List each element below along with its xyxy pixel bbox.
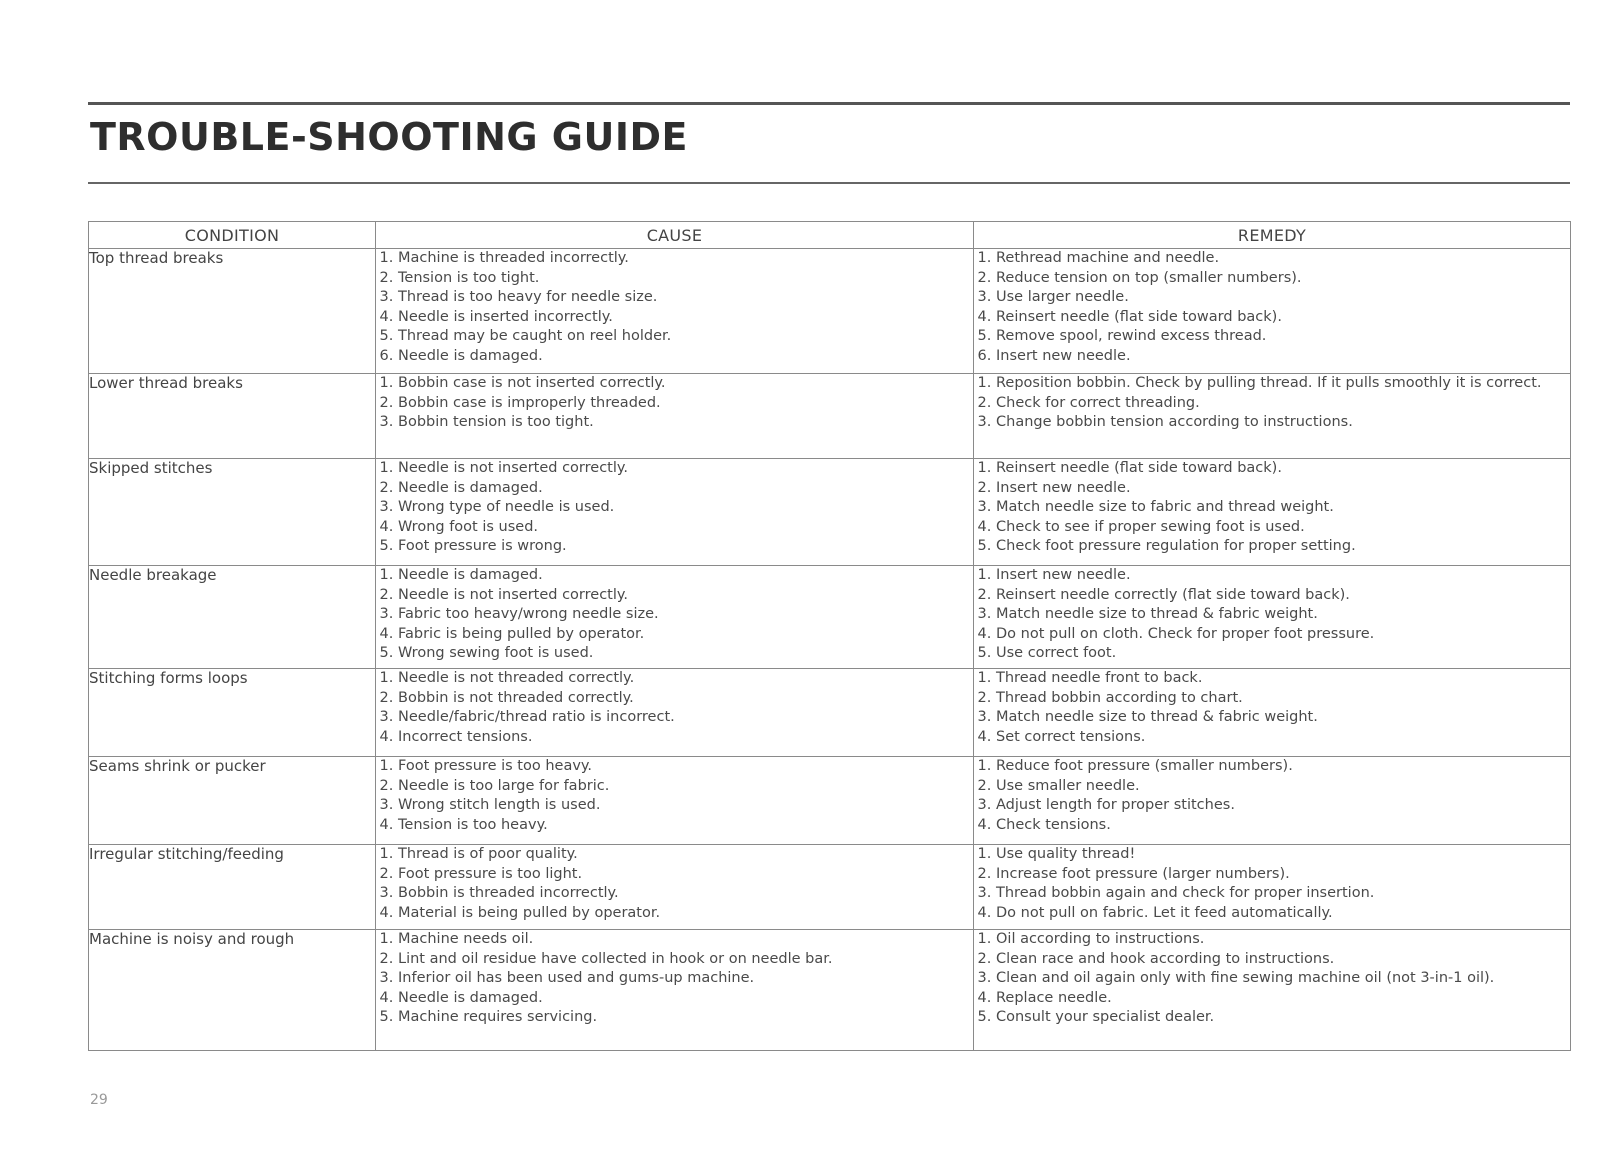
remedy-item: 3. Thread bobbin again and check for proper insertion.	[996, 884, 1570, 904]
cause-header: CAUSE	[376, 222, 974, 249]
remedy-cell	[974, 249, 1571, 374]
remedy-item: 1. Reinsert needle (flat side toward back).	[996, 459, 1570, 479]
condition-cell: Needle breakage	[89, 566, 376, 669]
remedy-list	[974, 566, 1570, 664]
cause-item: 4. Fabric is being pulled by operator.	[398, 625, 973, 645]
cause-item: 2. Needle is not inserted correctly.	[398, 586, 973, 606]
cause-list	[376, 566, 973, 664]
remedy-item: 2. Check for correct threading.	[996, 394, 1570, 414]
cause-item: 2. Lint and oil residue have collected in hook or on needle bar.	[398, 950, 973, 970]
cause-cell	[376, 459, 974, 566]
remedy-item: 3. Match needle size to thread & fabric weight.	[996, 605, 1570, 625]
remedy-item: 2. Reduce tension on top (smaller numbers).	[996, 269, 1570, 289]
remedy-item: 5. Consult your specialist dealer.	[996, 1008, 1570, 1028]
cause-item: 2. Tension is too tight.	[398, 269, 973, 289]
cause-item: 3. Inferior oil has been used and gums-up machine.	[398, 969, 973, 989]
remedy-item: 4. Check tensions.	[996, 816, 1570, 836]
cause-list	[376, 845, 973, 923]
table-row	[89, 374, 1571, 459]
cause-cell	[376, 757, 974, 845]
remedy-list	[974, 374, 1570, 433]
remedy-item: 2. Insert new needle.	[996, 479, 1570, 499]
condition-cell: Lower thread breaks	[89, 374, 376, 459]
condition-cell: Stitching forms loops	[89, 669, 376, 757]
page-number: 29	[90, 1092, 108, 1108]
remedy-cell	[974, 566, 1571, 669]
condition-cell: Skipped stitches	[89, 459, 376, 566]
remedy-item: 4. Set correct tensions.	[996, 728, 1570, 748]
remedy-item: 5. Use correct foot.	[996, 644, 1570, 664]
remedy-item: 5. Check foot pressure regulation for proper setting.	[996, 537, 1570, 557]
cause-item: 2. Bobbin case is improperly threaded.	[398, 394, 973, 414]
cause-item: 4. Wrong foot is used.	[398, 518, 973, 538]
remedy-item: 2. Thread bobbin according to chart.	[996, 689, 1570, 709]
cause-item: 6. Needle is damaged.	[398, 347, 973, 367]
cause-item: 3. Wrong stitch length is used.	[398, 796, 973, 816]
remedy-item: 1. Oil according to instructions.	[996, 930, 1570, 950]
remedy-list	[974, 930, 1570, 1028]
cause-item: 3. Bobbin tension is too tight.	[398, 413, 973, 433]
cause-list	[376, 459, 973, 557]
remedy-item: 2. Clean race and hook according to instructions.	[996, 950, 1570, 970]
remedy-list	[974, 669, 1570, 747]
cause-item: 4. Material is being pulled by operator.	[398, 904, 973, 924]
trouble-shooting-table	[88, 221, 1571, 1051]
cause-item: 1. Machine needs oil.	[398, 930, 973, 950]
cause-item: 3. Bobbin is threaded incorrectly.	[398, 884, 973, 904]
cause-cell	[376, 249, 974, 374]
remedy-item: 5. Remove spool, rewind excess thread.	[996, 327, 1570, 347]
cause-item: 5. Machine requires servicing.	[398, 1008, 973, 1028]
cause-item: 1. Needle is damaged.	[398, 566, 973, 586]
cause-item: 2. Foot pressure is too light.	[398, 865, 973, 885]
table-row	[89, 845, 1571, 930]
table-row	[89, 757, 1571, 845]
cause-list	[376, 374, 973, 433]
remedy-list	[974, 757, 1570, 835]
table-row	[89, 930, 1571, 1051]
cause-item: 2. Needle is damaged.	[398, 479, 973, 499]
remedy-item: 3. Change bobbin tension according to instructions.	[996, 413, 1570, 433]
remedy-item: 1. Thread needle front to back.	[996, 669, 1570, 689]
cause-item: 4. Needle is inserted incorrectly.	[398, 308, 973, 328]
cause-item: 1. Needle is not inserted correctly.	[398, 459, 973, 479]
cause-item: 1. Machine is threaded incorrectly.	[398, 249, 973, 269]
remedy-item: 3. Clean and oil again only with fine sewing machine oil (not 3-in-1 oil).	[996, 969, 1570, 989]
remedy-list	[974, 249, 1570, 367]
cause-item: 5. Thread may be caught on reel holder.	[398, 327, 973, 347]
cause-list	[376, 757, 973, 835]
remedy-item: 4. Replace needle.	[996, 989, 1570, 1009]
remedy-cell	[974, 757, 1571, 845]
remedy-header: REMEDY	[974, 222, 1571, 249]
cause-cell	[376, 566, 974, 669]
cause-list	[376, 669, 973, 747]
cause-item: 3. Fabric too heavy/wrong needle size.	[398, 605, 973, 625]
remedy-cell	[974, 930, 1571, 1051]
remedy-item: 4. Do not pull on fabric. Let it feed automatically.	[996, 904, 1570, 924]
cause-item: 2. Bobbin is not threaded correctly.	[398, 689, 973, 709]
remedy-item: 6. Insert new needle.	[996, 347, 1570, 367]
remedy-item: 2. Use smaller needle.	[996, 777, 1570, 797]
remedy-list	[974, 459, 1570, 557]
condition-cell: Top thread breaks	[89, 249, 376, 374]
cause-item: 5. Wrong sewing foot is used.	[398, 644, 973, 664]
table-row	[89, 566, 1571, 669]
remedy-item: 3. Match needle size to fabric and thread weight.	[996, 498, 1570, 518]
cause-item: 3. Needle/fabric/thread ratio is incorrect.	[398, 708, 973, 728]
cause-item: 4. Incorrect tensions.	[398, 728, 973, 748]
condition-cell: Seams shrink or pucker	[89, 757, 376, 845]
table-header-row	[89, 222, 1571, 249]
cause-cell	[376, 374, 974, 459]
table-row	[89, 249, 1571, 374]
remedy-item: 2. Reinsert needle correctly (flat side toward back).	[996, 586, 1570, 606]
cause-item: 4. Tension is too heavy.	[398, 816, 973, 836]
remedy-item: 4. Check to see if proper sewing foot is used.	[996, 518, 1570, 538]
remedy-cell	[974, 669, 1571, 757]
cause-cell	[376, 669, 974, 757]
cause-item: 5. Foot pressure is wrong.	[398, 537, 973, 557]
remedy-item: 1. Rethread machine and needle.	[996, 249, 1570, 269]
remedy-cell	[974, 374, 1571, 459]
cause-item: 3. Wrong type of needle is used.	[398, 498, 973, 518]
remedy-item: 4. Do not pull on cloth. Check for proper foot pressure.	[996, 625, 1570, 645]
cause-item: 1. Foot pressure is too heavy.	[398, 757, 973, 777]
remedy-item: 1. Reduce foot pressure (smaller numbers).	[996, 757, 1570, 777]
cause-item: 1. Bobbin case is not inserted correctly.	[398, 374, 973, 394]
remedy-list	[974, 845, 1570, 923]
cause-list	[376, 930, 973, 1028]
cause-cell	[376, 930, 974, 1051]
remedy-item: 3. Adjust length for proper stitches.	[996, 796, 1570, 816]
condition-cell: Irregular stitching/feeding	[89, 845, 376, 930]
condition-header: CONDITION	[89, 222, 376, 249]
table-row	[89, 459, 1571, 566]
remedy-cell	[974, 845, 1571, 930]
remedy-item: 2. Increase foot pressure (larger numbers).	[996, 865, 1570, 885]
remedy-item: 4. Reinsert needle (flat side toward back).	[996, 308, 1570, 328]
remedy-item: 1. Reposition bobbin. Check by pulling thread. If it pulls smoothly it is correct.	[996, 374, 1570, 394]
condition-cell: Machine is noisy and rough	[89, 930, 376, 1051]
title-underline-rule	[88, 182, 1570, 184]
remedy-cell	[974, 459, 1571, 566]
remedy-item: 1. Use quality thread!	[996, 845, 1570, 865]
remedy-item: 3. Match needle size to thread & fabric weight.	[996, 708, 1570, 728]
remedy-item: 1. Insert new needle.	[996, 566, 1570, 586]
cause-item: 2. Needle is too large for fabric.	[398, 777, 973, 797]
cause-cell	[376, 845, 974, 930]
cause-item: 4. Needle is damaged.	[398, 989, 973, 1009]
top-rule	[88, 102, 1570, 105]
cause-item: 3. Thread is too heavy for needle size.	[398, 288, 973, 308]
page-title: TROUBLE-SHOOTING GUIDE	[90, 115, 688, 159]
remedy-item: 3. Use larger needle.	[996, 288, 1570, 308]
cause-list	[376, 249, 973, 367]
table-row	[89, 669, 1571, 757]
cause-item: 1. Thread is of poor quality.	[398, 845, 973, 865]
cause-item: 1. Needle is not threaded correctly.	[398, 669, 973, 689]
